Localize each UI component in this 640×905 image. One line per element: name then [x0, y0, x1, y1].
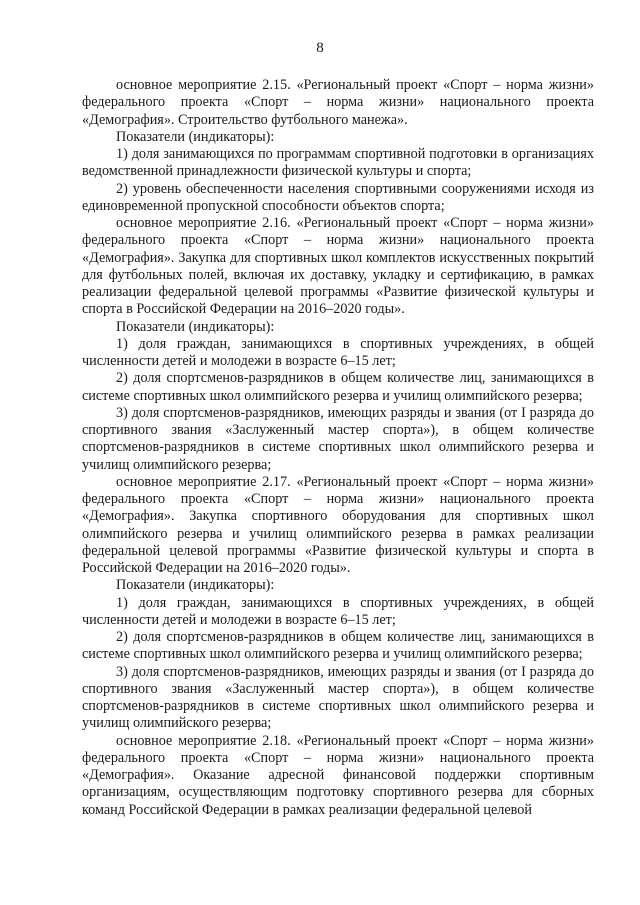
paragraph: 3) доля спортсменов-разрядников, имеющих разряды и звания (от I разряда до спортивного звания «Заслуженный мастер спорта»), в общем количестве спортсменов-разрядников в системе спортивных школ олимпийского резерва и училищ олимпийского резерва;: [82, 663, 594, 732]
paragraph: 1) доля граждан, занимающихся в спортивных учреждениях, в общей численности детей и молодежи в возрасте 6–15 лет;: [82, 594, 594, 628]
paragraph: основное мероприятие 2.16. «Региональный проект «Спорт – норма жизни» федерального проекта «Спорт – норма жизни» национального проекта «Демография». Закупка для спортивных школ комплектов искусственных покрытий для футбольных полей, включая их доставку, укладку и сертификацию, в рамках реализации федеральной целевой программы «Развитие физической культуры и спорта в Российской Федерации на 2016–2020 годы».: [82, 215, 594, 318]
paragraph: 1) доля граждан, занимающихся в спортивных учреждениях, в общей численности детей и молодежи в возрасте 6–15 лет;: [82, 335, 594, 369]
paragraph: 2) доля спортсменов-разрядников в общем количестве лиц, занимающихся в системе спортивных школ олимпийского резерва и училищ олимпийского резерва;: [82, 629, 594, 663]
paragraph: основное мероприятие 2.18. «Региональный проект «Спорт – норма жизни» федерального проекта «Спорт – норма жизни» национального проекта «Демография». Оказание адресной финансовой поддержки спортивным организациям, осуществляющим подготовку спортивного резерва для сборных команд Российской Федерации в рамках реализации федеральной целевой: [82, 732, 594, 818]
paragraph: 2) доля спортсменов-разрядников в общем количестве лиц, занимающихся в системе спортивных школ олимпийского резерва и училищ олимпийского резерва;: [82, 370, 594, 404]
paragraph: Показатели (индикаторы):: [116, 128, 275, 145]
paragraph: 1) доля занимающихся по программам спортивной подготовки в организациях ведомственной принадлежности физической культуры и спорта;: [82, 146, 594, 180]
document-body: [82, 77, 594, 819]
paragraph: Показатели (индикаторы):: [116, 318, 275, 335]
paragraph: 3) доля спортсменов-разрядников, имеющих разряды и звания (от I разряда до спортивного звания «Заслуженный мастер спорта»), в общем количестве спортсменов-разрядников в системе спортивных школ олимпийского резерва и училищ олимпийского резерва;: [82, 404, 594, 473]
paragraph: основное мероприятие 2.17. «Региональный проект «Спорт – норма жизни» федерального проекта «Спорт – норма жизни» национального проекта «Демография». Закупка спортивного оборудования для спортивных школ олимпийского резерва и училищ олимпийского резерва в рамках реализации федеральной целевой программы «Развитие физической культуры и спорта в Российской Федерации на 2016–2020 годы».: [82, 473, 594, 576]
paragraph: Показатели (индикаторы):: [116, 577, 275, 594]
paragraph: 2) уровень обеспеченности населения спортивными сооружениями исходя из единовременной пропускной способности объектов спорта;: [82, 180, 594, 214]
page-number: 8: [316, 40, 324, 56]
paragraph: основное мероприятие 2.15. «Региональный проект «Спорт – норма жизни» федерального проекта «Спорт – норма жизни» национального проекта «Демография». Строительство футбольного манежа».: [82, 77, 594, 128]
